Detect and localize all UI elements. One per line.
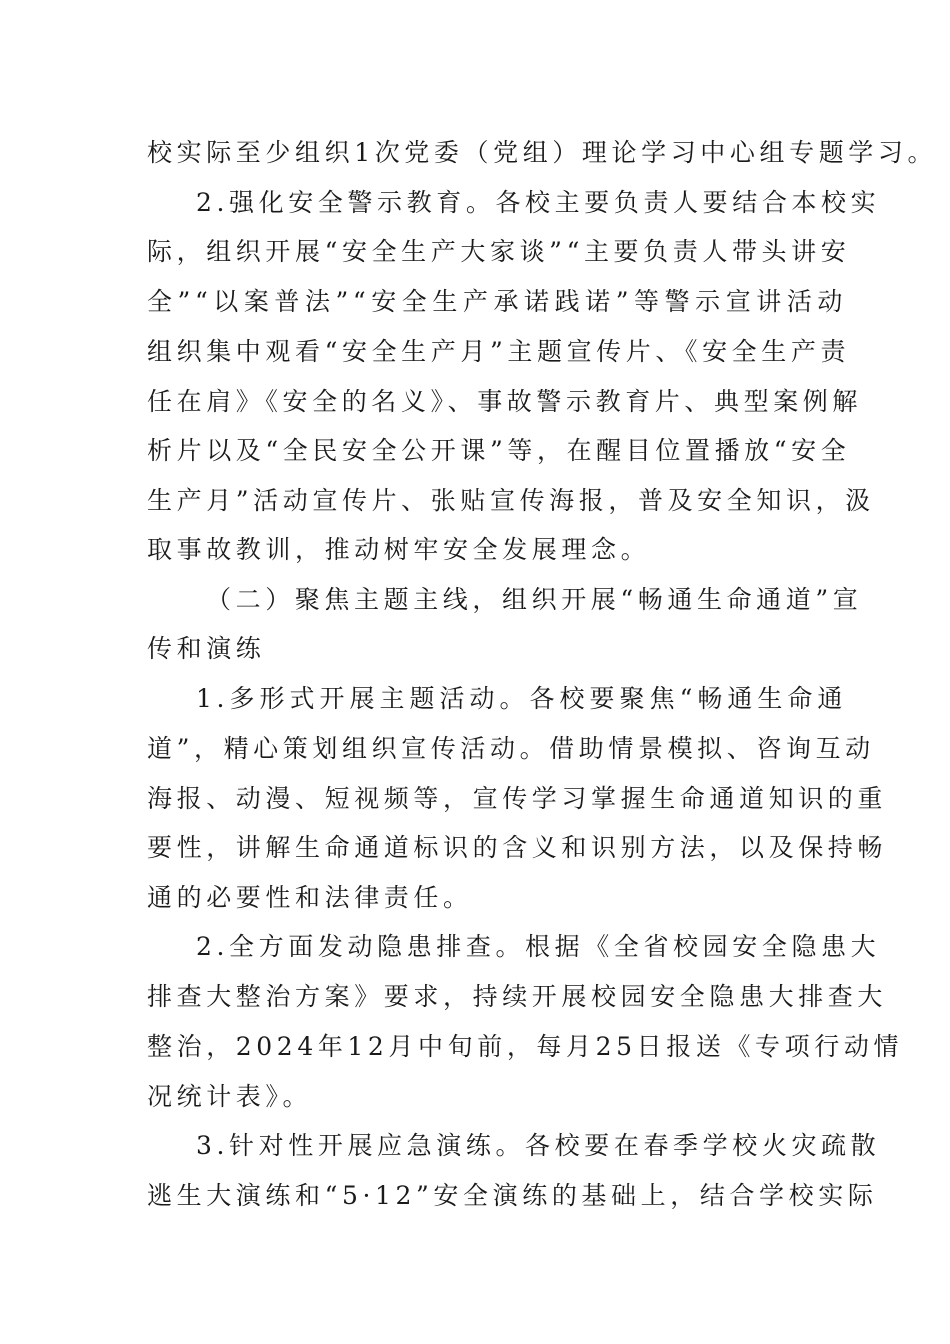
text-line: 1.多形式开展主题活动。各校要聚焦“畅通生命通: [196, 684, 847, 713]
section-heading-line: （二）聚焦主题主线，组织开展“畅通生命通道”宣: [206, 585, 863, 614]
text-line: 2.全方面发动隐患排查。根据《全省校园安全隐患大: [196, 932, 881, 961]
text-line: 取事故教训，推动树牢安全发展理念。: [147, 535, 651, 564]
text-line: 逃生大演练和“5·12”安全演练的基础上，结合学校实际: [147, 1181, 878, 1210]
text-line: 际，组织开展“安全生产大家谈”“主要负责人带头讲安: [147, 237, 851, 266]
text-line: 析片以及“全民安全公开课”等，在醒目位置播放“安全: [147, 436, 851, 465]
text-line: 道”，精心策划组织宣传活动。借助情景模拟、咨询互动: [147, 734, 875, 763]
text-line: 整治，2024年12月中旬前，每月25日报送《专项行动情: [147, 1032, 904, 1061]
text-line: 组织集中观看“安全生产月”主题宣传片、《安全生产责: [147, 337, 851, 366]
text-line: 海报、动漫、短视频等，宣传学习掌握生命通道知识的重: [147, 784, 888, 813]
text-line: 排查大整治方案》要求，持续开展校园安全隐患大排查大: [147, 982, 888, 1011]
text-line: 校实际至少组织1次党委（党组）理论学习中心组专题学习。: [147, 138, 938, 167]
text-line: 况统计表》。: [147, 1082, 313, 1111]
text-line: 任在肩》《安全的名义》、事故警示教育片、典型案例解: [147, 387, 863, 416]
text-line: 2.强化安全警示教育。各校主要负责人要结合本校实: [196, 188, 881, 217]
text-line: 要性，讲解生命通道标识的含义和识别方法，以及保持畅: [147, 833, 888, 862]
text-line: 通的必要性和法律责任。: [147, 883, 473, 912]
text-line: 3.针对性开展应急演练。各校要在春季学校火灾疏散: [196, 1131, 881, 1160]
text-line: 全”“以案普法”“安全生产承诺践诺”等警示宣讲活动: [147, 287, 847, 316]
section-heading-line: 传和演练: [147, 634, 266, 663]
text-line: 生产月”活动宣传片、张贴宣传海报，普及安全知识，汲: [147, 486, 875, 515]
